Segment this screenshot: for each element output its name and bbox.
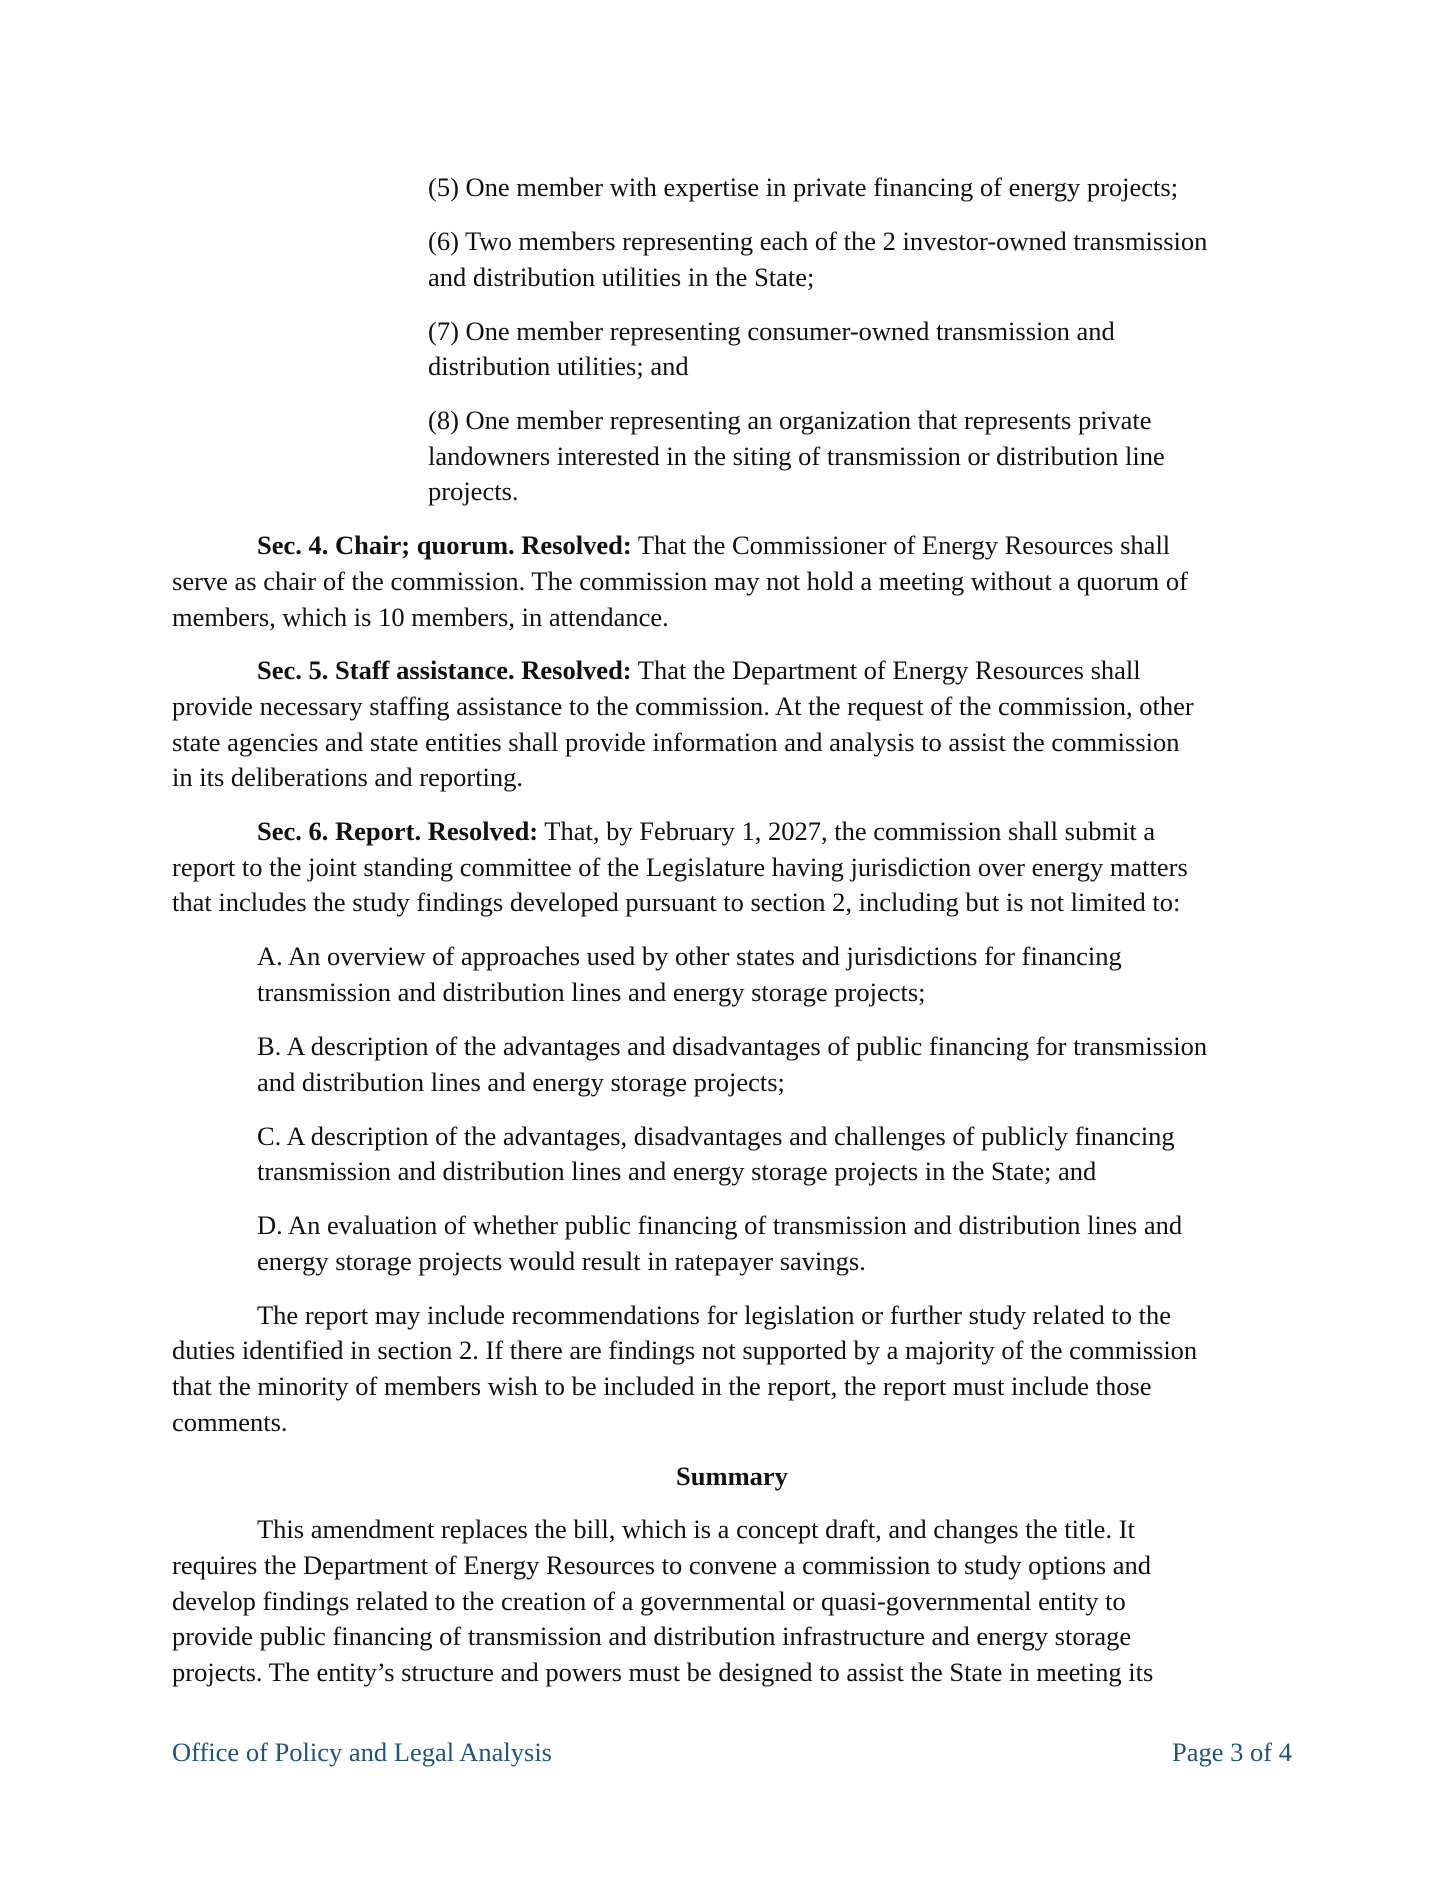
text: That, by February 1, 2027, the commission shall submit a (538, 816, 1156, 847)
text-line: transmission and distribution lines and energy storage projects in the State; and (257, 1156, 1097, 1187)
section-heading: Sec. 5. Staff assistance. Resolved: (257, 655, 632, 686)
text-line: comments. (172, 1406, 288, 1437)
text-line: (5) One member with expertise in private financing of energy projects; (428, 172, 1179, 202)
member-item-8 (172, 403, 1292, 510)
document-body (172, 170, 1292, 1709)
section-6 (172, 814, 1292, 921)
text-line: A. An overview of approaches used by other states and jurisdictions for financing (257, 941, 1122, 972)
text-line: (7) One member representing consumer-owned transmission and (428, 315, 1115, 346)
text-line: in its deliberations and reporting. (172, 762, 524, 793)
page-footer (172, 1734, 1292, 1770)
text-line (172, 653, 1292, 689)
text-line: develop findings related to the creation of a governmental or quasi-governmental entity to (172, 1585, 1126, 1616)
text-line: (8) One member representing an organization that represents private (428, 405, 1152, 436)
text-line: duties identified in section 2. If there are findings not supported by a majority of the commission (172, 1335, 1198, 1366)
section-heading: Sec. 6. Report. Resolved: (257, 816, 539, 847)
text-line: transmission and distribution lines and energy storage projects; (257, 977, 926, 1008)
text-line: that includes the study findings developed pursuant to section 2, including but is not limited to: (172, 887, 1181, 918)
report-item-c (172, 1119, 1292, 1190)
text-line: C. A description of the advantages, disadvantages and challenges of publicly financing (257, 1120, 1175, 1151)
text-line: distribution utilities; and (428, 351, 689, 382)
section-4 (172, 528, 1292, 635)
summary-paragraph (172, 1512, 1292, 1690)
text-line: projects. (428, 476, 519, 507)
text-line: (6) Two members representing each of the 2 investor-owned transmission (428, 225, 1208, 256)
text-line: state agencies and state entities shall provide information and analysis to assist the commission (172, 726, 1180, 757)
section-heading: Sec. 4. Chair; quorum. Resolved: (257, 530, 632, 561)
text-line (172, 814, 1292, 850)
member-item-5 (172, 170, 1292, 206)
report-item-d (172, 1208, 1292, 1279)
text-line: members, which is 10 members, in attendance. (172, 601, 669, 632)
text-line: The report may include recommendations for legislation or further study related to the (257, 1299, 1171, 1330)
text-line: and distribution lines and energy storage projects; (257, 1066, 785, 1097)
text-line: and distribution utilities in the State; (428, 261, 815, 292)
text-line: landowners interested in the siting of transmission or distribution line (428, 440, 1165, 471)
text-line: This amendment replaces the bill, which is a concept draft, and changes the title. It (257, 1514, 1135, 1545)
summary-heading-block (172, 1459, 1292, 1495)
section-5 (172, 653, 1292, 795)
footer-office: Office of Policy and Legal Analysis (172, 1737, 552, 1767)
text-line: that the minority of members wish to be included in the report, the report must include those (172, 1370, 1152, 1401)
text-line: D. An evaluation of whether public financing of transmission and distribution lines and (257, 1210, 1183, 1241)
text-line: provide public financing of transmission and distribution infrastructure and energy storage (172, 1621, 1132, 1652)
member-item-7 (172, 314, 1292, 385)
summary-heading: Summary (676, 1460, 788, 1491)
report-note (172, 1298, 1292, 1440)
text-line: requires the Department of Energy Resources to convene a commission to study options and (172, 1550, 1152, 1581)
text-line: provide necessary staffing assistance to the commission. At the request of the commission, other (172, 691, 1194, 722)
report-item-a (172, 939, 1292, 1010)
text-line: energy storage projects would result in ratepayer savings. (257, 1245, 866, 1276)
text-line: report to the joint standing committee of the Legislature having jurisdiction over energy matters (172, 851, 1188, 882)
text-line: projects. The entity’s structure and powers must be designed to assist the State in meeting its (172, 1656, 1154, 1687)
report-item-b (172, 1029, 1292, 1100)
text-line: B. A description of the advantages and disadvantages of public financing for transmission (257, 1031, 1208, 1061)
text-line (172, 528, 1292, 564)
text: That the Commissioner of Energy Resources shall (631, 530, 1171, 561)
footer-page-number: Page 3 of 4 (1172, 1737, 1292, 1767)
text: That the Department of Energy Resources shall (631, 655, 1141, 686)
text-line: serve as chair of the commission. The commission may not hold a meeting without a quorum of (172, 565, 1188, 596)
member-item-6 (172, 224, 1292, 295)
